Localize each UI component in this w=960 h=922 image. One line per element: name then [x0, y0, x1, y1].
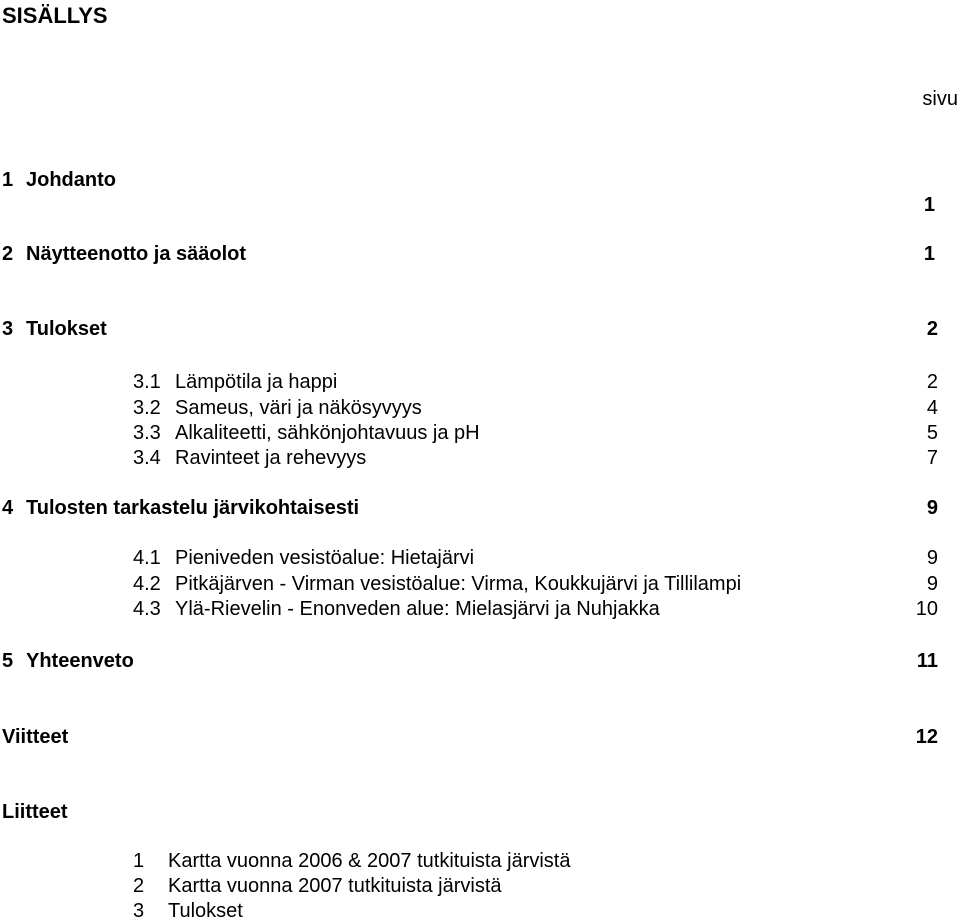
appendix-number: 3 — [133, 900, 145, 922]
subsection-number: 4.3 — [133, 598, 161, 620]
subsection-number: 3.2 — [133, 397, 161, 419]
subsection-page: 7 — [926, 447, 938, 469]
subsection-number: 4.1 — [133, 547, 161, 569]
subsection-title: Ravinteet ja rehevyys — [175, 447, 367, 469]
toc-title: SISÄLLYS — [2, 3, 108, 28]
subsection-number: 3.1 — [133, 371, 161, 393]
appendix-number: 2 — [133, 875, 145, 897]
subsection-number: 4.2 — [133, 573, 161, 595]
subsection-page: 5 — [926, 422, 938, 444]
section-title: Johdanto — [26, 169, 116, 191]
subsection-title: Pieniveden vesistöalue: Hietajärvi — [175, 547, 475, 569]
section-page: 9 — [926, 497, 938, 519]
subsection-page: 4 — [926, 397, 938, 419]
subsection-title: Lämpötila ja happi — [175, 371, 338, 393]
appendix-title: Kartta vuonna 2006 & 2007 tutkituista järvistä — [168, 850, 571, 872]
subsection-page: 9 — [926, 573, 938, 595]
appendix-number: 1 — [133, 850, 145, 872]
subsection-page: 10 — [915, 598, 938, 620]
appendix-title: Tulokset — [168, 900, 243, 922]
section-page: 12 — [915, 726, 938, 748]
section-number: 3 — [2, 318, 14, 340]
subsection-page: 9 — [926, 547, 938, 569]
subsection-title: Alkaliteetti, sähkönjohtavuus ja pH — [175, 422, 480, 444]
section-page: 2 — [926, 318, 938, 340]
section-page: 1 — [923, 243, 935, 265]
section-title: Viitteet — [2, 726, 69, 748]
section-title: Yhteenveto — [26, 650, 134, 672]
section-title: Tulokset — [26, 318, 107, 340]
subsection-number: 3.3 — [133, 422, 161, 444]
subsection-title: Ylä-Rievelin - Enonveden alue: Mielasjärvi ja Nuhjakka — [175, 598, 660, 620]
subsection-title: Pitkäjärven - Virman vesistöalue: Virma, Koukkujärvi ja Tillilampi — [175, 573, 742, 595]
section-number: 5 — [2, 650, 14, 672]
page-column-label: sivu — [922, 88, 958, 110]
subsection-number: 3.4 — [133, 447, 161, 469]
section-number: 2 — [2, 243, 14, 265]
section-number: 1 — [2, 169, 14, 191]
section-page: 1 — [923, 194, 935, 216]
section-page: 11 — [916, 650, 938, 672]
section-title: Näytteenotto ja sääolot — [26, 243, 247, 265]
section-number: 4 — [2, 497, 14, 519]
subsection-page: 2 — [926, 371, 938, 393]
section-title: Tulosten tarkastelu järvikohtaisesti — [26, 497, 360, 519]
appendix-title: Kartta vuonna 2007 tutkituista järvistä — [168, 875, 502, 897]
subsection-title: Sameus, väri ja näkösyvyys — [175, 397, 422, 419]
section-title: Liitteet — [2, 801, 68, 823]
